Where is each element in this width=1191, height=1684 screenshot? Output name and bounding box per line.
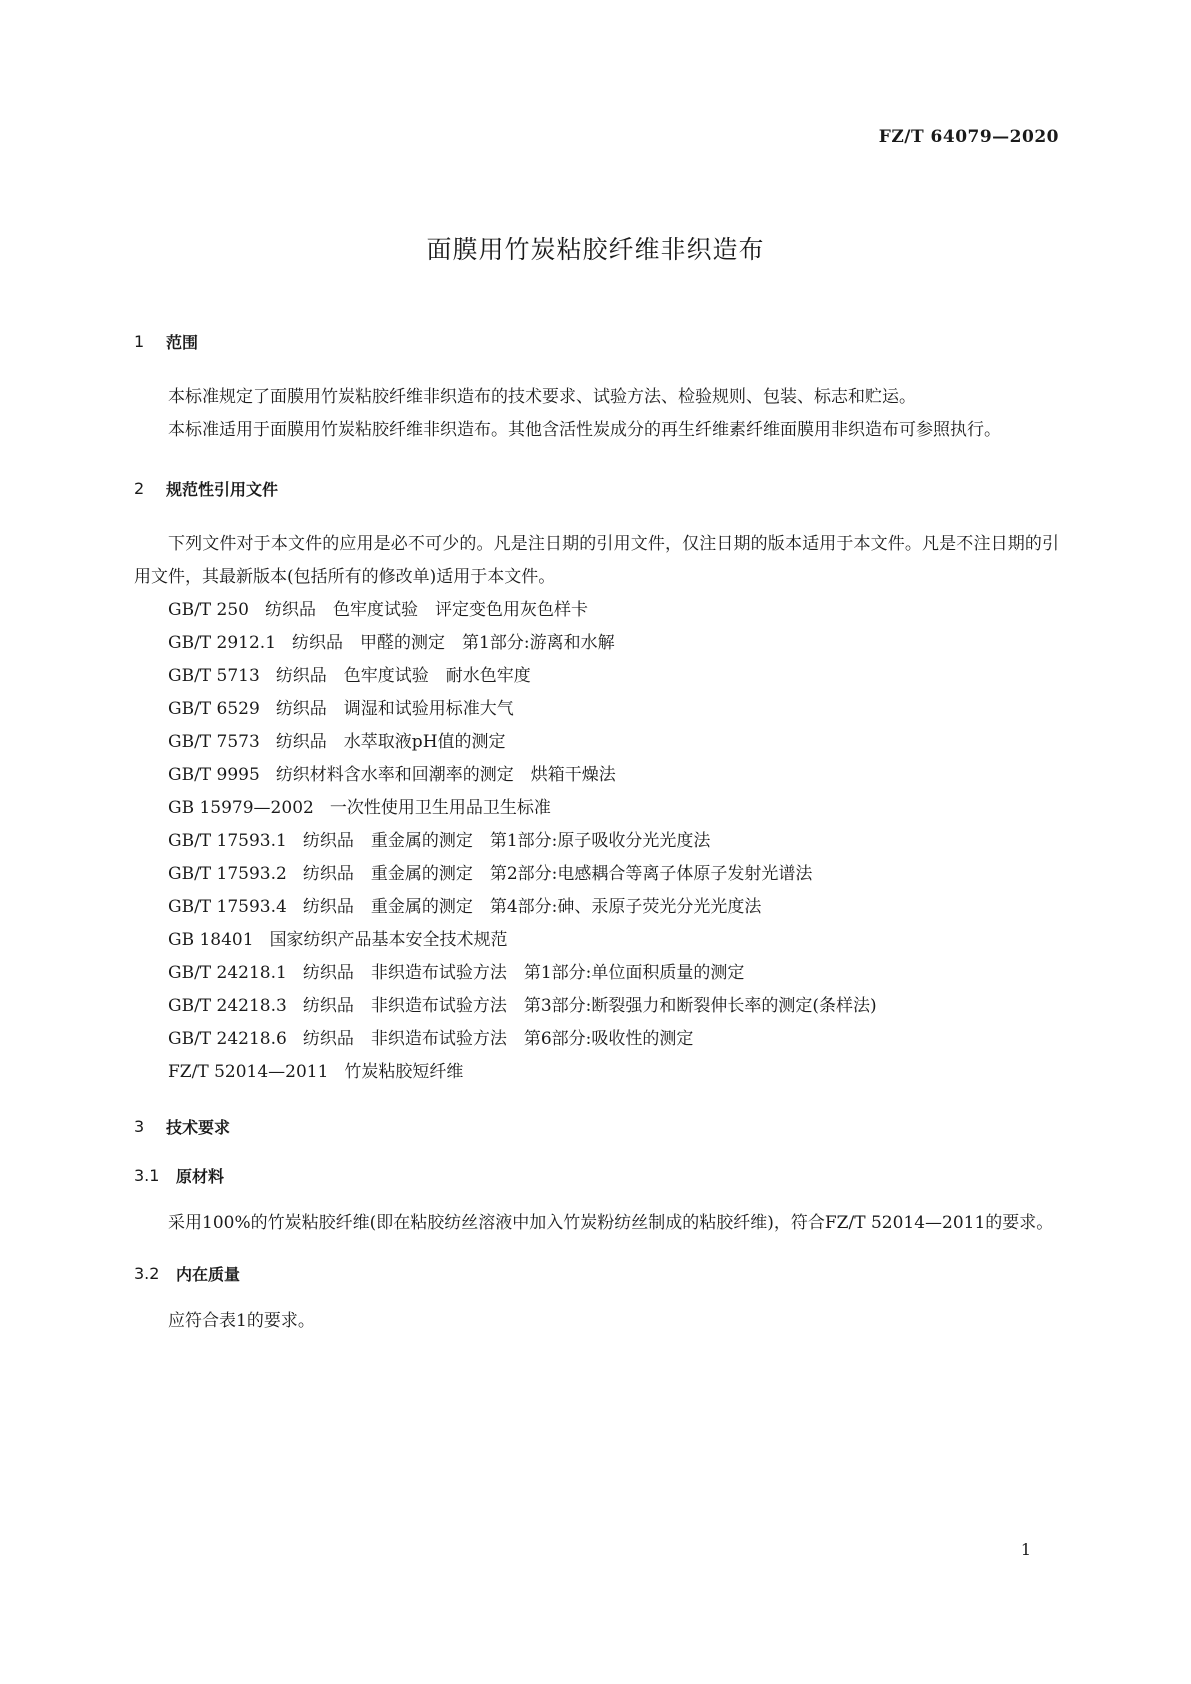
reference-item bbox=[134, 792, 1059, 825]
reference-title: 纺织品 非织造布试验方法 第1部分:单位面积质量的测定 bbox=[302, 963, 745, 983]
reference-code: GB/T 2912.1 bbox=[168, 633, 277, 653]
reference-item bbox=[134, 924, 1059, 957]
reference-code: GB/T 5713 bbox=[168, 666, 260, 686]
reference-code: GB/T 24218.3 bbox=[168, 996, 287, 1016]
reference-code: GB/T 17593.1 bbox=[168, 831, 287, 851]
reference-item bbox=[134, 627, 1059, 660]
reference-title: 纺织品 重金属的测定 第2部分:电感耦合等离子体原子发射光谱法 bbox=[302, 864, 813, 884]
section-number: 3.1 bbox=[134, 1166, 160, 1185]
reference-code: GB/T 9995 bbox=[168, 765, 260, 785]
reference-item bbox=[134, 1056, 1059, 1089]
page-number: 1 bbox=[1020, 1540, 1031, 1559]
reference-title: 纺织品 甲醛的测定 第1部分:游离和水解 bbox=[292, 633, 615, 653]
section-3-1-heading bbox=[134, 1164, 1059, 1187]
document-title: 面膜用竹炭粘胶纤维非织造布 bbox=[426, 235, 765, 264]
section-number: 3.2 bbox=[134, 1264, 160, 1283]
section-title: 原材料 bbox=[176, 1167, 225, 1186]
section-title: 规范性引用文件 bbox=[166, 480, 279, 499]
reference-title: 纺织品 重金属的测定 第1部分:原子吸收分光光度法 bbox=[302, 831, 711, 851]
reference-item bbox=[134, 957, 1059, 990]
reference-item bbox=[134, 858, 1059, 891]
standard-code: FZ/T 64079—2020 bbox=[878, 127, 1059, 147]
reference-item bbox=[134, 891, 1059, 924]
reference-title: 纺织品 非织造布试验方法 第6部分:吸收性的测定 bbox=[302, 1029, 694, 1049]
section-3-heading bbox=[134, 1115, 1059, 1138]
document-body bbox=[134, 330, 1059, 1338]
reference-title: 纺织品 重金属的测定 第4部分:砷、汞原子荧光分光光度法 bbox=[302, 897, 762, 917]
reference-item bbox=[134, 759, 1059, 792]
reference-title: 纺织品 色牢度试验 评定变色用灰色样卡 bbox=[265, 600, 588, 620]
reference-code: GB/T 24218.6 bbox=[168, 1029, 287, 1049]
reference-code: GB 15979—2002 bbox=[168, 798, 314, 818]
reference-title: 纺织品 水萃取液pH值的测定 bbox=[275, 732, 506, 752]
reference-item bbox=[134, 660, 1059, 693]
intrinsic-quality-paragraph: 应符合表1的要求。 bbox=[168, 1311, 315, 1331]
reference-item bbox=[134, 726, 1059, 759]
reference-title: 纺织材料含水率和回潮率的测定 烘箱干燥法 bbox=[275, 765, 616, 785]
section-3-2-heading bbox=[134, 1262, 1059, 1285]
reference-item bbox=[134, 693, 1059, 726]
reference-code: GB/T 24218.1 bbox=[168, 963, 287, 983]
reference-item bbox=[134, 825, 1059, 858]
raw-material-paragraph: 采用100%的竹炭粘胶纤维(即在粘胶纺丝溶液中加入竹炭粉纺丝制成的粘胶纤维)，符合FZ/T 52014—2011的要求。 bbox=[168, 1213, 1054, 1233]
reference-title: 纺织品 非织造布试验方法 第3部分:断裂强力和断裂伸长率的测定(条样法) bbox=[302, 996, 877, 1016]
reference-item bbox=[134, 594, 1059, 627]
scope-paragraph: 本标准规定了面膜用竹炭粘胶纤维非织造布的技术要求、试验方法、检验规则、包装、标志和贮运。 bbox=[168, 387, 916, 407]
section-1-heading bbox=[134, 330, 1059, 353]
references-intro: 下列文件对于本文件的应用是必不可少的。凡是注日期的引用文件，仅注日期的版本适用于本文件。凡是不注日期的引用文件，其最新版本(包括所有的修改单)适用于本文件。 bbox=[134, 534, 1059, 587]
reference-code: FZ/T 52014—2011 bbox=[168, 1062, 329, 1082]
reference-title: 纺织品 色牢度试验 耐水色牢度 bbox=[275, 666, 531, 686]
section-title: 范围 bbox=[166, 333, 199, 352]
section-title: 技术要求 bbox=[166, 1118, 231, 1137]
reference-title: 一次性使用卫生用品卫生标准 bbox=[329, 798, 551, 818]
reference-code: GB/T 17593.4 bbox=[168, 897, 287, 917]
section-number: 3 bbox=[134, 1117, 145, 1136]
reference-title: 竹炭粘胶短纤维 bbox=[344, 1062, 464, 1082]
reference-item bbox=[134, 1023, 1059, 1056]
scope-paragraph: 本标准适用于面膜用竹炭粘胶纤维非织造布。其他含活性炭成分的再生纤维素纤维面膜用非织造布可参照执行。 bbox=[168, 420, 1001, 440]
section-number: 2 bbox=[134, 479, 145, 498]
reference-code: GB 18401 bbox=[168, 930, 254, 950]
section-title: 内在质量 bbox=[176, 1265, 241, 1284]
reference-code: GB/T 7573 bbox=[168, 732, 260, 752]
section-2-heading bbox=[134, 477, 1059, 500]
reference-list bbox=[134, 594, 1059, 1089]
reference-code: GB/T 17593.2 bbox=[168, 864, 287, 884]
reference-title: 国家纺织产品基本安全技术规范 bbox=[269, 930, 508, 950]
reference-code: GB/T 250 bbox=[168, 600, 249, 620]
reference-code: GB/T 6529 bbox=[168, 699, 260, 719]
section-number: 1 bbox=[134, 332, 145, 351]
reference-title: 纺织品 调湿和试验用标准大气 bbox=[275, 699, 514, 719]
reference-item bbox=[134, 990, 1059, 1023]
